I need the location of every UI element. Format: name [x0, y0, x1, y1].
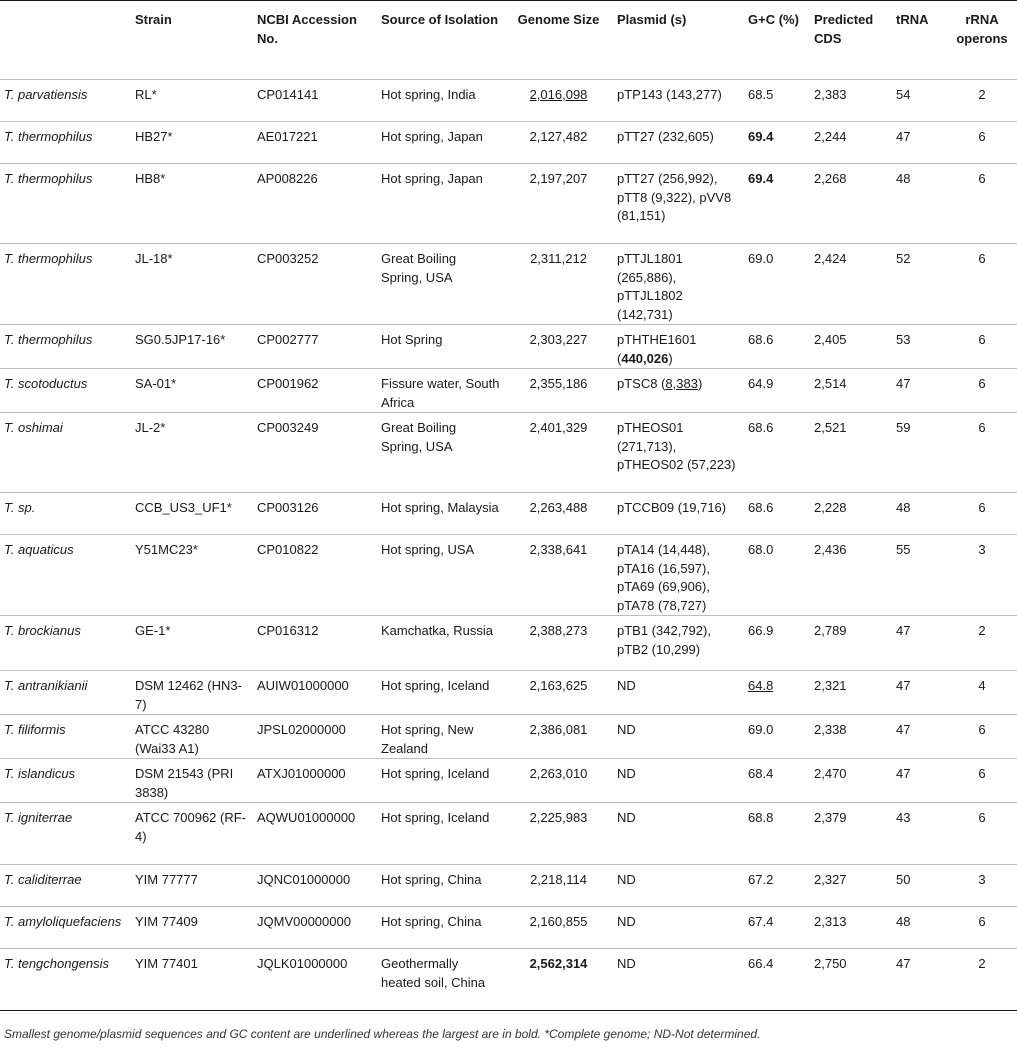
cell-genome-size: 2,401,329	[529, 420, 588, 435]
cell-genome-size: 2,163,625	[529, 678, 588, 693]
cell-plasmid: pTA14 (14,448), pTA16 (16,597), pTA69 (69,906), pTA78 (78,727)	[617, 542, 710, 613]
cell-cds: 2,244	[814, 129, 847, 144]
header-cds: Predicted CDS	[814, 12, 874, 46]
cell-gc: 68.8	[748, 810, 774, 825]
cell-source: Hot spring, China	[381, 872, 482, 887]
cell-accession: JQMV00000000	[257, 914, 351, 929]
table-row	[0, 616, 1017, 671]
table-row	[0, 865, 1017, 907]
cell-plasmid	[613, 325, 744, 369]
cell-species: T. scotoductus	[4, 376, 88, 391]
table-row	[0, 80, 1017, 122]
cell-trna: 47	[896, 956, 911, 971]
cell-gc: 68.0	[748, 542, 774, 557]
cell-trna: 59	[896, 420, 911, 435]
cell-gc-largest: 69.4	[748, 129, 774, 144]
cell-plasmid	[613, 369, 744, 413]
cell-cds: 2,405	[814, 332, 847, 347]
cell-strain: Y51MC23*	[135, 542, 198, 557]
cell-plasmid: pTT27 (256,992), pTT8 (9,322), pVV8 (81,151)	[617, 171, 732, 223]
header-trna: tRNA	[896, 12, 929, 27]
cell-cds: 2,379	[814, 810, 847, 825]
cell-rrna: 6	[978, 500, 986, 515]
cell-gc: 68.5	[748, 87, 774, 102]
cell-genome-size-smallest: 2,016,098	[529, 87, 588, 102]
table-row	[0, 803, 1017, 865]
cell-plasmid: ND	[617, 872, 636, 887]
cell-plasmid: pTTJL1801 (265,886), pTTJL1802 (142,731)	[617, 251, 683, 322]
cell-genome-size: 2,225,983	[529, 810, 588, 825]
cell-genome-size: 2,160,855	[529, 914, 588, 929]
cell-gc: 69.0	[748, 722, 774, 737]
cell-species: T. igniterrae	[4, 810, 73, 825]
cell-plasmid: ND	[617, 678, 636, 693]
table-row	[0, 325, 1017, 369]
cell-rrna: 6	[978, 171, 986, 186]
cell-accession: CP003126	[257, 500, 319, 515]
cell-accession: ATXJ01000000	[257, 766, 346, 781]
cell-cds: 2,228	[814, 500, 847, 515]
cell-strain: HB27*	[135, 129, 173, 144]
cell-source: Hot spring, Malaysia	[381, 500, 499, 515]
header-row	[0, 1, 1017, 80]
cell-rrna: 3	[978, 542, 986, 557]
cell-source: Hot spring, USA	[381, 542, 475, 557]
cell-trna: 53	[896, 332, 911, 347]
plasmid-name: pTSC8 (	[617, 376, 666, 391]
cell-strain: JL-2*	[135, 420, 166, 435]
cell-accession: JQNC01000000	[257, 872, 351, 887]
cell-rrna: 6	[978, 251, 986, 266]
cell-trna: 47	[896, 376, 911, 391]
cell-source: Hot spring, Japan	[381, 129, 483, 144]
cell-genome-size: 2,388,273	[529, 623, 588, 638]
cell-trna: 47	[896, 766, 911, 781]
cell-genome-size: 2,197,207	[529, 171, 588, 186]
cell-gc: 68.6	[748, 332, 774, 347]
cell-trna: 43	[896, 810, 911, 825]
cell-trna: 47	[896, 623, 911, 638]
cell-accession: CP003249	[257, 420, 319, 435]
cell-rrna: 6	[978, 766, 986, 781]
cell-accession: AE017221	[257, 129, 318, 144]
cell-strain: GE-1*	[135, 623, 171, 638]
cell-accession: AUIW01000000	[257, 678, 349, 693]
cell-plasmid: pTHEOS01 (271,713), pTHEOS02 (57,223)	[617, 420, 736, 472]
cell-genome-size: 2,127,482	[529, 129, 588, 144]
cell-cds: 2,321	[814, 678, 847, 693]
cell-gc: 66.4	[748, 956, 774, 971]
cell-plasmid: ND	[617, 766, 636, 781]
header-plasmid: Plasmid (s)	[617, 12, 687, 27]
cell-rrna: 2	[978, 623, 986, 638]
cell-species: T. filiformis	[4, 722, 66, 737]
cell-source: Hot spring, India	[381, 87, 476, 102]
cell-source: Hot spring, Iceland	[381, 766, 490, 781]
cell-genome-size-largest: 2,562,314	[529, 956, 588, 971]
cell-plasmid: ND	[617, 914, 636, 929]
table-row	[0, 671, 1017, 715]
cell-trna: 48	[896, 500, 911, 515]
cell-strain: SG0.5JP17-16*	[135, 332, 226, 347]
plasmid-close: )	[697, 376, 703, 391]
header-gc: G+C (%)	[748, 12, 799, 27]
table-row	[0, 413, 1017, 493]
cell-gc: 67.2	[748, 872, 774, 887]
cell-cds: 2,521	[814, 420, 847, 435]
cell-accession: CP016312	[257, 623, 319, 638]
cell-rrna: 6	[978, 129, 986, 144]
cell-trna: 47	[896, 722, 911, 737]
cell-gc-largest: 69.4	[748, 171, 774, 186]
cell-accession: CP001962	[257, 376, 319, 391]
header-source: Source of Isolation	[381, 12, 499, 27]
cell-rrna: 3	[978, 872, 986, 887]
plasmid-name: pTHTHE1601 (	[617, 332, 697, 366]
cell-strain: HB8*	[135, 171, 166, 186]
cell-accession: JPSL02000000	[257, 722, 346, 737]
cell-genome-size: 2,338,641	[529, 542, 588, 557]
header-species	[0, 1, 131, 80]
cell-species: T. antranikianii	[4, 678, 88, 693]
cell-plasmid: ND	[617, 810, 636, 825]
cell-cds: 2,470	[814, 766, 847, 781]
cell-genome-size: 2,263,010	[529, 766, 588, 781]
cell-source: Hot spring, Japan	[381, 171, 483, 186]
cell-species: T. thermophilus	[4, 129, 93, 144]
cell-strain: YIM 77401	[135, 956, 198, 971]
cell-gc: 64.9	[748, 376, 774, 391]
table-row	[0, 715, 1017, 759]
header-rrna: rRNA operons	[956, 12, 1008, 46]
cell-cds: 2,750	[814, 956, 847, 971]
cell-species: T. islandicus	[4, 766, 76, 781]
cell-accession: JQLK01000000	[257, 956, 348, 971]
cell-accession: CP014141	[257, 87, 319, 102]
cell-strain: DSM 21543 (PRI 3838)	[135, 766, 234, 800]
cell-source: Hot Spring	[381, 332, 443, 347]
cell-species: T. thermophilus	[4, 251, 93, 266]
cell-cds: 2,789	[814, 623, 847, 638]
cell-rrna: 6	[978, 376, 986, 391]
cell-strain: ATCC 43280 (Wai33 A1)	[135, 722, 210, 756]
cell-species: T. aquaticus	[4, 542, 74, 557]
cell-species: T. sp.	[4, 500, 36, 515]
table-footnote: Smallest genome/plasmid sequences and GC content are underlined whereas the largest are in bold. *Complete genome; ND-Not determined.	[4, 1027, 761, 1041]
plasmid-size-smallest: 8,383	[665, 376, 698, 391]
cell-plasmid: ND	[617, 722, 636, 737]
cell-cds: 2,338	[814, 722, 847, 737]
cell-trna: 55	[896, 542, 911, 557]
cell-rrna: 2	[978, 87, 986, 102]
table-row	[0, 164, 1017, 244]
cell-rrna: 2	[978, 956, 986, 971]
cell-plasmid: ND	[617, 956, 636, 971]
cell-strain: CCB_US3_UF1*	[135, 500, 232, 515]
cell-species: T. oshimai	[4, 420, 63, 435]
cell-accession: AP008226	[257, 171, 318, 186]
cell-species: T. tengchongensis	[4, 956, 110, 971]
cell-source: Great Boiling Spring, USA	[381, 420, 457, 454]
plasmid-size-largest: 440,026	[621, 350, 669, 366]
cell-accession: CP003252	[257, 251, 319, 266]
header-genome-size: Genome Size	[517, 12, 600, 27]
cell-rrna: 6	[978, 722, 986, 737]
cell-plasmid: pTB1 (342,792), pTB2 (10,299)	[617, 623, 711, 657]
table-row	[0, 907, 1017, 949]
cell-gc: 68.6	[748, 420, 774, 435]
cell-source: Hot spring, Iceland	[381, 678, 490, 693]
cell-plasmid: pTP143 (143,277)	[617, 87, 722, 102]
cell-gc: 67.4	[748, 914, 774, 929]
cell-genome-size: 2,311,212	[530, 251, 587, 266]
cell-rrna: 6	[978, 420, 986, 435]
cell-source: Hot spring, China	[381, 914, 482, 929]
table-row	[0, 122, 1017, 164]
cell-trna: 50	[896, 872, 911, 887]
cell-trna: 52	[896, 251, 911, 266]
cell-cds: 2,268	[814, 171, 847, 186]
cell-gc: 68.4	[748, 766, 774, 781]
cell-trna: 47	[896, 678, 911, 693]
cell-accession: AQWU01000000	[257, 810, 356, 825]
cell-trna: 47	[896, 129, 911, 144]
table-row	[0, 535, 1017, 616]
cell-gc: 68.6	[748, 500, 774, 515]
cell-rrna: 6	[978, 810, 986, 825]
cell-cds: 2,313	[814, 914, 847, 929]
cell-source: Geothermally heated soil, China	[381, 956, 486, 990]
cell-cds: 2,436	[814, 542, 847, 557]
cell-species: T. brockianus	[4, 623, 81, 638]
cell-trna: 48	[896, 914, 911, 929]
cell-strain: YIM 77409	[135, 914, 198, 929]
cell-source: Kamchatka, Russia	[381, 623, 493, 638]
cell-plasmid: pTT27 (232,605)	[617, 129, 714, 144]
cell-cds: 2,424	[814, 251, 847, 266]
cell-species: T. thermophilus	[4, 332, 93, 347]
cell-plasmid: pTCCB09 (19,716)	[617, 500, 727, 515]
cell-species: T. parvatiensis	[4, 87, 88, 102]
cell-gc: 69.0	[748, 251, 774, 266]
cell-genome-size: 2,355,186	[529, 376, 588, 391]
cell-strain: YIM 77777	[135, 872, 198, 887]
cell-strain: ATCC 700962 (RF-4)	[135, 810, 247, 844]
cell-rrna: 6	[978, 332, 986, 347]
cell-strain: DSM 12462 (HN3-7)	[135, 678, 242, 712]
cell-accession: CP002777	[257, 332, 319, 347]
cell-source: Hot spring, New Zealand	[381, 722, 474, 756]
cell-source: Hot spring, Iceland	[381, 810, 490, 825]
header-strain: Strain	[135, 12, 172, 27]
table-row	[0, 759, 1017, 803]
cell-trna: 54	[896, 87, 911, 102]
cell-gc-smallest: 64.8	[748, 678, 774, 693]
cell-strain: SA-01*	[135, 376, 177, 391]
cell-cds: 2,383	[814, 87, 847, 102]
cell-source: Fissure water, South Africa	[381, 376, 500, 410]
cell-trna: 48	[896, 171, 911, 186]
cell-genome-size: 2,263,488	[529, 500, 588, 515]
cell-species: T. caliditerrae	[4, 872, 82, 887]
plasmid-close: )	[668, 350, 673, 366]
header-accession: NCBI Accession No.	[257, 12, 357, 46]
cell-genome-size: 2,218,114	[530, 872, 587, 887]
cell-genome-size: 2,303,227	[529, 332, 588, 347]
cell-cds: 2,514	[814, 376, 847, 391]
cell-species: T. amyloliquefaciens	[4, 914, 122, 929]
cell-rrna: 4	[978, 678, 986, 693]
cell-rrna: 6	[978, 914, 986, 929]
cell-accession: CP010822	[257, 542, 319, 557]
cell-cds: 2,327	[814, 872, 847, 887]
cell-gc: 66.9	[748, 623, 774, 638]
cell-strain: RL*	[135, 87, 157, 102]
cell-source: Great Boiling Spring, USA	[381, 251, 457, 285]
cell-species: T. thermophilus	[4, 171, 93, 186]
table-row	[0, 369, 1017, 413]
table-row	[0, 244, 1017, 325]
cell-strain: JL-18*	[135, 251, 173, 266]
cell-genome-size: 2,386,081	[529, 722, 588, 737]
table-row	[0, 949, 1017, 1011]
table-row	[0, 493, 1017, 535]
